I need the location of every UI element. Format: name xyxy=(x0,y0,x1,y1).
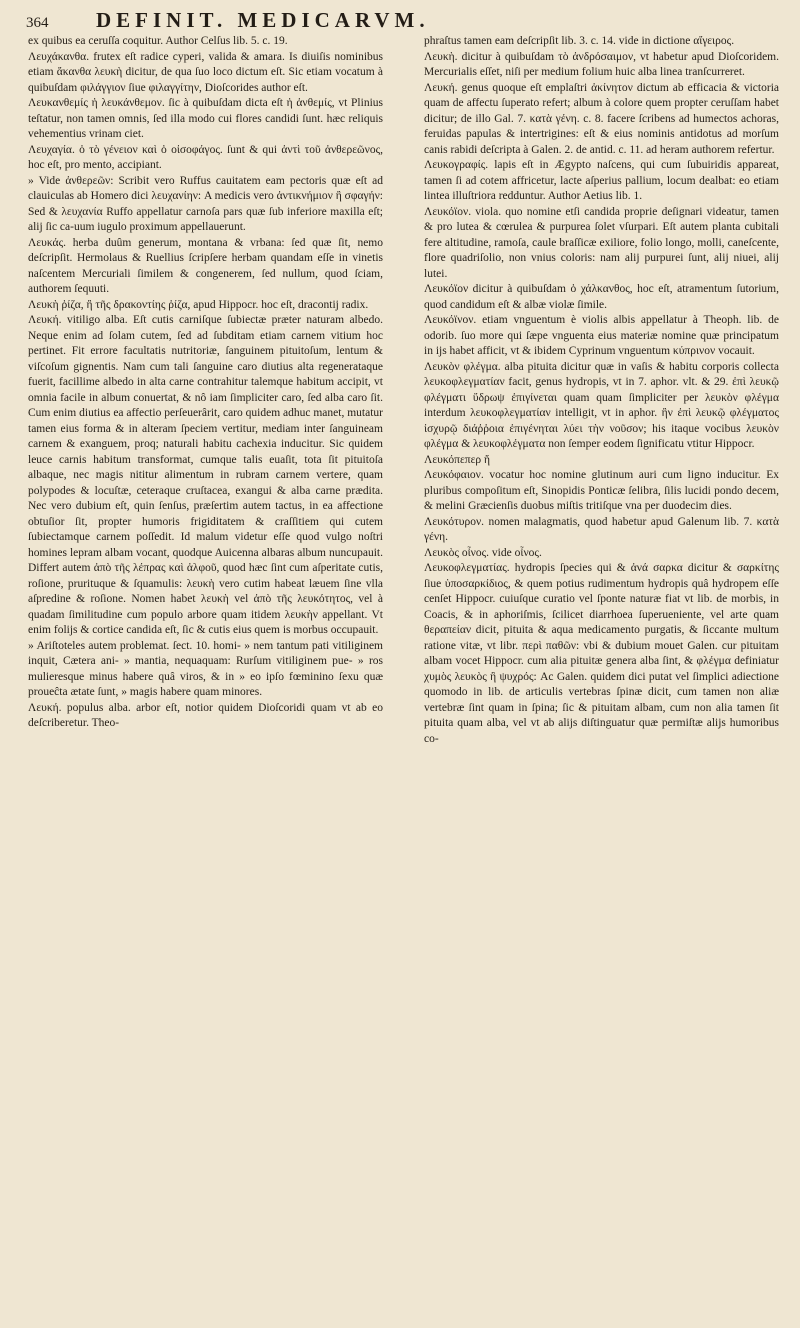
entry-paragraph: Λευκή. populus alba. arbor eſt, notior quidem Dioſcoridi quam vt ab eo deſcriberetur. Theo- xyxy=(28,701,383,729)
entry-paragraph: phraſtus tamen eam deſcripſit lib. 3. c. 14. vide in dictione αἴγειρος. xyxy=(424,35,735,47)
running-title: DEFINIT. MEDICARVM. xyxy=(96,8,430,32)
entry-paragraph: Λευκογραφίς. lapis eſt in Ægypto naſcens, qui cum ſubuiridis appareat, tamen ſi ad cotem affricetur, lacte aſperius pallium, locum dealbat: eo etiam lintea illuſtriora redduntur. Author Aetius lib. 1. xyxy=(424,159,779,202)
entry-paragraph: Λευκὸς οἶνος. vide οἶνος. xyxy=(424,546,542,559)
entry-paragraph: Λευκόϊον. viola. quo nomine etſi candida proprie deſignari videatur, tamen & pro lutea & cœrulea & purpurea ſolet vſurpari. Eſt autem planta cubitali fere altitudine, ramoſa, caule braſſicæ exiliore, folio longo, molli, caneſcente, flore quadriſolio, non vnius coloris: nam alij purpurei ſunt, alij niuei, alij lutei. xyxy=(424,205,779,280)
entry-paragraph: Λευκάς. herba duûm generum, montana & vrbana: ſed quæ ſit, nemo deſcripſit. Hermolaus & Ruellius ſcripſere herbam quandam eſſe in vinetis naſcentem Mercuriali ſimilem & congenerem, ſed nullum, quod ſciam, authorem ſequuti. xyxy=(28,236,383,295)
right-column xyxy=(424,34,779,747)
entry-paragraph: Λευκόφαιον. vocatur hoc nomine glutinum auri cum ligno inducitur. Ex pluribus compoſitum eſt, Sinopidis Ponticæ ſelibra, ſilis lucidi pondo decem, & melini Græcienſis duobus miſtis tritiſque vna per duodecim dies. xyxy=(424,469,779,512)
entry-paragraph: ex quibus ea ceruſſa coquitur. Author Celſus lib. 5. c. 19. xyxy=(28,35,288,47)
left-column xyxy=(28,34,383,732)
entry-paragraph: Λευκὸν φλέγμα. alba pituita dicitur quæ in vaſis & habitu corporis collecta λευκοφλεγματίαν facit, genus hydropis, vt in 7. aphor. vlt. & 29. ἐπὶ λευκῷ φλέγματι ὕδρωψ ἐπιγίνεται quam quam ſimpliciter per λευκὸν φλέγμα interdum λευκοφλεγματίαν intelligit, vt in aphor. ἢν ἐπὶ λευκῷ φλέγματος ἰσχυρῷ διάῤῥοια ἐπιγένηται λύει τὴν νοῦσον; his itaque vocibus λευκὸν φλέγμα & λευκοφλέγματα non ſemper eodem ſignificatu vtitur Hippocr. xyxy=(424,360,779,450)
entry-paragraph: Λευκόπεπερ ἤ xyxy=(424,453,491,466)
entry-paragraph: » Ariſtoteles autem problemat. ſect. 10. homi- » nem tantum pati vitiliginem inquit, Cætera ani- » mantia, nequaquam: Rurſum vitiliginem pue- » ros mulieresque minus habere quâ viros, & in » eo ipſo fœminino ſexu quæ proueĉta ætate ſunt, » magis habere quam minores. xyxy=(28,639,383,698)
entry-paragraph: Λευκή. genus quoque eſt emplaſtri ἀκίνητον dictum ab efficacia & victoria quam de affectu ſuperato refert; album à colore quem propter ceruſſam habet dicitur; de illo Gal. 7. κατὰ γένη. c. 8. facere ſcribens ad humectos achoras, feruidas papulas & intertrigines: eſt & eius nominis antidotus ad morſum canis rabidi deſcripta à Galen. 2. de antid. c. 11. ad heram authorem refertur. xyxy=(424,81,779,156)
entry-paragraph: Λευκότυρον. nomen malagmatis, quod habetur apud Galenum lib. 7. κατὰ γένη. xyxy=(424,515,779,543)
entry-paragraph: Λευχάκανθα. frutex eſt radice cyperi, valida & amara. Is diuiſis nominibus etiam ἄκανθα λευκὴ dicitur, de qua ſuo loco dictum eſt. Sic etiam vocatum à quibuſdam φιλάγγιον ſiue φιλαγγίτην, Dioſcorides author eſt. xyxy=(28,50,383,94)
running-header xyxy=(26,8,786,34)
entry-paragraph: Λευκόϊνον. etiam vnguentum è violis albis appellatur à Theoph. lib. de odorib. ſuo more qui ſæpe vnguenta eius materiæ nomine quæ principatum in ijs habet afficit, vt & ibidem Cyprinum vnguentum κύπρινον vocauit. xyxy=(424,314,779,357)
entry-paragraph: Λευχαγία. ὁ τὸ γένειον καὶ ὁ οἰσοφάγος. ſunt & qui ἀντὶ τοῦ ἀνθερεῶνος, hoc eſt, pro mento, accipiant. xyxy=(28,143,383,171)
entry-paragraph: Λευκή. vitiligo alba. Eſt cutis carniſque ſubiectæ præter naturam albedo. Neque enim ad ſolam cutem, ſed ad ſubditam etiam carnem vitium hoc pertinet. Fit errore facultatis nutritoriæ, ſanguinem pituitoſum, lentum & viſcoſum gignentis. Nam cum tali ſanguine caro diutius alta regenerataque fuerit, facillime albedo in alta carne contrahitur talemque habitum accipit, vt omnia facile in album conuertat, & nô iam ſimpliciter caro, ſed alba caro ſit. Cum enim diutius ea affectio perſeuerârit, caro quidem adhuc manet, mutatur tamen eius forma & in alteram ſpeciem vertitur, mediam inter ſanguineam carnem & exanguem, proq; naturali habitu cachexia inducitur. Sic quidem leuce carnis habitum transformat, cumque talis euaſit, tota ſit pituitoſa albaque, nec magis nititur alimentum in rubram carnem vertere, quam polypodes & locuſtæ, ceteraque cruſtacea, exangui & alba carne prædita. Nec vero dubium eſt, quin ſenſus, præſertim autem tactus, in ea affectione obtuſior ſit, propter humoris frigiditatem & craſſitiem qui cutem ſubiectamque carnem poſſedit. Id malum videtur eſſe quod vulgo noſtri homines lepram albam vocant, quodque Auicenna albaras album nuncupauit. Differt autem ἀπὸ τῆς λέπρας καὶ ἀλφοῦ, quod hæc ſint cum aſperitate cutis, roſione, prurituque & ſquamulis: λευκὴ vero cutim habeat læuem ſine vlla aſpredine & roſione. Nomen habet λευκὴ vel ἀπὸ τῆς λευκότητος, vel à quadam ſimilitudine cum populo arbore quam itidem λευκὴν appellant. Vt enim folijs & cortice candida eſt, ſic & cutis eius quem is morbus occupauit. xyxy=(28,314,383,636)
entry-paragraph: Λευκὴ. dicitur à quibuſdam τὸ ἀνδρόσαιμον, vt habetur apud Dioſcoridem. Mercurialis eſſet, niſi per medium folium huic alba linea tranſcurreret. xyxy=(424,50,779,78)
entry-paragraph: Λευκὴ ῥίζα, ἢ τῆς δρακοντίης ῥίζα, apud Hippocr. hoc eſt, dracontij radix. xyxy=(28,298,369,311)
entry-paragraph: Λευκανθεμίς ἡ λευκάνθεμον. ſic à quibuſdam dicta eſt ἡ ἀνθεμίς, vt Plinius teſtatur, non tamen omnis, ſed illa modo cui flores candidi ſunt. hæc reliquis vehementius vrinam ciet. xyxy=(28,97,383,140)
entry-paragraph: Λευκόϊον dicitur à quibuſdam ὁ χάλκανθος, hoc eſt, atramentum ſutorium, quod candidum eſt & albæ violæ ſimile. xyxy=(424,283,779,311)
entry-paragraph: Λευκοφλεγματίας. hydropis ſpecies qui & ἀνά σαρκα dicitur & σαρκίτης ſiue ὑποσαρκίδιος, & quem potius rudimentum hydropis quâ hydropem eſſe cenſet Hippocr. cuiuſque curatio vel ſponte naturæ fiat vt lib. de morbis, in Coacis, & in aphoriſmis, ſcilicet diarrhoea ſuperueniente, vel arte quam θεραπείαν dicit, pituita & aqua medicamento purgatis, & ſiccante multum ratione vitæ, vt libr. περὶ παθῶν: vbi & dubium mouet Galen. cur pituitam albam vocet Hippocr. cum alia pituitæ genera alba ſint, & φλέγμα definiatur χυμὸς λευκὸς ἢ ψυχρός: Ac Galen. quidem dici putat vel ſimplici adiectione quomodo in lib. de articulis vertebras ſpinæ dicit, cum tamen non aliæ vertebræ ſint quam in ſpina; ſic & pituitam albam, cum non alia tamen ſit pituita quam alba, vel vt ab alijs diſtinguatur quæ permiſtæ alijs humoribus co- xyxy=(424,562,779,745)
page-number: 364 xyxy=(26,15,49,31)
entry-paragraph: » Vide ἀνθερεῶν: Scribit vero Ruffus cauitatem eam pectoris quæ eſt ad clauiculas ab Homero dici λευχανίην: A medicis vero ἀντικνήμιον ἢ σφαγήν: Sed & λευχανία Ruffo appellatur carnoſa pars quæ ſub inferiore maxilla eſt; alij ſic ca-uum iugulo proximum appellauerunt. xyxy=(28,174,383,233)
